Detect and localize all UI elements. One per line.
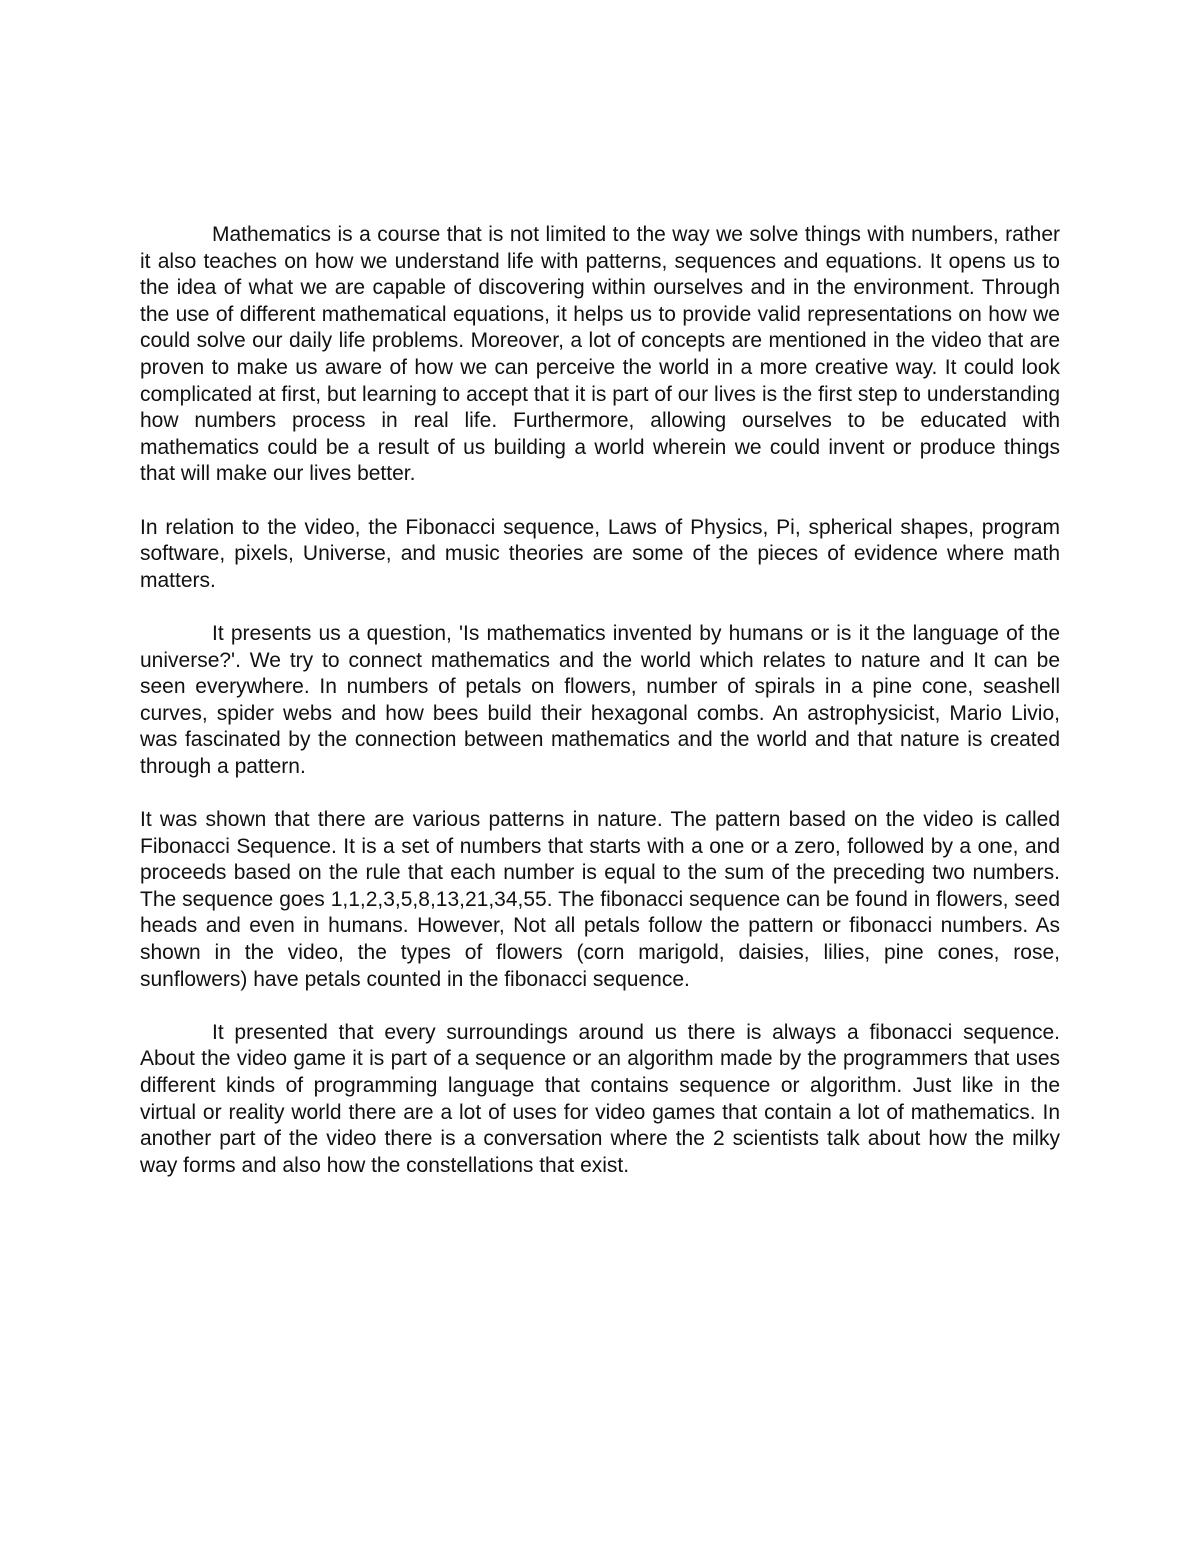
paragraph-question: It presents us a question, 'Is mathematics invented by humans or is it the language of the universe?'. We try to connect mathematics and the world which relates to nature and It can be seen everywhere. In numbers of petals on flowers, number of spirals in a pine cone, seashell curves, spider webs and how bees build their hexagonal combs. An astrophysicist, Mario Livio, was fascinated by the connection between mathematics and the world and that nature is created through a pattern.: [140, 621, 1060, 778]
paragraph-evidence: In relation to the video, the Fibonacci sequence, Laws of Physics, Pi, spherical shapes, program software, pixels, Universe, and music theories are some of the pieces of evidence where math matters.: [140, 515, 1060, 592]
paragraph-intro: Mathematics is a course that is not limited to the way we solve things with numbers, rather it also teaches on how we understand life with patterns, sequences and equations. It opens us to the idea of what we are capable of discovering within ourselves and in the environment. Through the use of different mathematical equations, it helps us to provide valid representations on how we could solve our daily life problems. Moreover, a lot of concepts are mentioned in the video that are proven to make us aware of how we can perceive the world in a more creative way. It could look complicated at first, but learning to accept that it is part of our lives is the first step to understanding how numbers process in real life. Furthermore, allowing ourselves to be educated with mathematics could be a result of us building a world wherein we could invent or produce things that will make our lives better.: [140, 223, 1060, 486]
paragraph-fibonacci: It was shown that there are various patterns in nature. The pattern based on the video is called Fibonacci Sequence. It is a set of numbers that starts with a one or a zero, followed by a one, and proceeds based on the rule that each number is equal to the sum of the preceding two numbers. The sequence goes 1,1,2,3,5,8,13,21,34,55. The fibonacci sequence can be found in flowers, seed heads and even in humans. However, Not all petals follow the pattern or fibonacci numbers. As shown in the video, the types of flowers (corn marigold, daisies, lilies, pine cones, rose, sunflowers) have petals counted in the fibonacci sequence.: [140, 808, 1060, 991]
paragraph-video-game: It presented that every surroundings around us there is always a fibonacci sequence. About the video game it is part of a sequence or an algorithm made by the programmers that uses different kinds of programming language that contains sequence or algorithm. Just like in the virtual or reality world there are a lot of uses for video games that contain a lot of mathematics. In another part of the video there is a conversation where the 2 scientists talk about how the milky way forms and also how the constellations that exist.: [140, 1020, 1060, 1177]
document-body: [140, 222, 1060, 1206]
